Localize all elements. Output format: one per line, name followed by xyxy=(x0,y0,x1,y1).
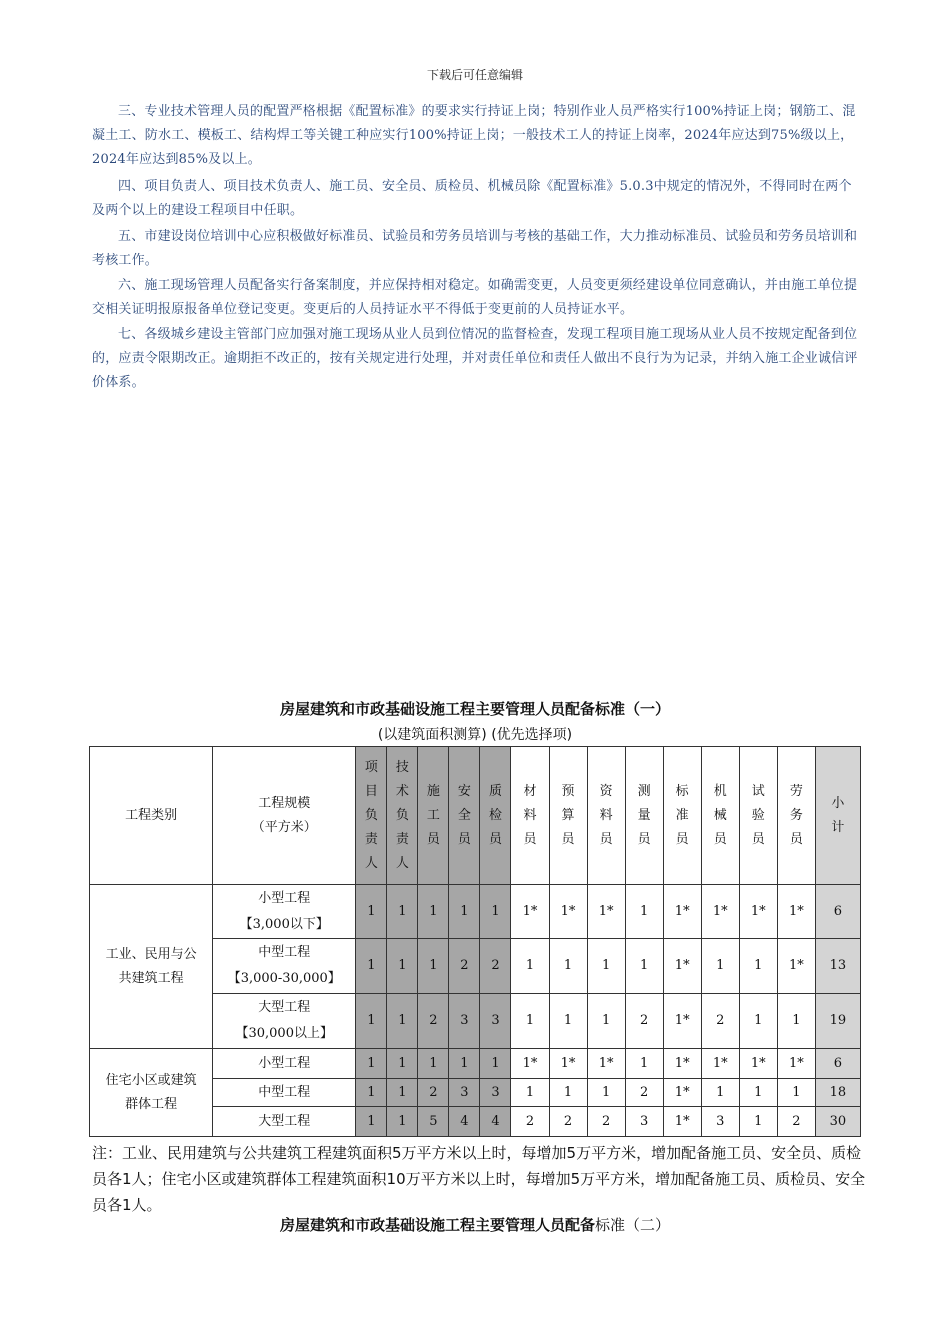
value-cell: 1* xyxy=(777,1049,815,1079)
value-cell: 1 xyxy=(387,939,418,994)
value-cell: 1 xyxy=(356,1049,387,1079)
scale-cell: 中型工程 xyxy=(213,1079,356,1107)
value-cell: 1* xyxy=(549,1049,587,1079)
table-subtitle: (以建筑面积测算) (优先选择项) xyxy=(377,727,573,743)
value-cell: 1 xyxy=(356,994,387,1049)
value-cell: 2 xyxy=(480,939,511,994)
category-cell: 工业、民用与公共建筑工程 xyxy=(90,885,213,1049)
value-cell: 1 xyxy=(356,1107,387,1137)
value-cell: 1 xyxy=(480,1049,511,1079)
value-cell: 1 xyxy=(449,885,480,939)
subtotal-cell: 6 xyxy=(815,885,860,939)
value-cell: 1 xyxy=(777,994,815,1049)
value-cell: 1 xyxy=(356,939,387,994)
paragraph-7: 七、各级城乡建设主管部门应加强对施工现场从业人员到位情况的监督检查，发现工程项目施工现场从业人员不按规定配备到位的，应责令限期改正。逾期拒不改正的，按有关规定进行处理，并对责任单位和责任人做出不良行为为记录，并纳入施工企业诚信评价体系。 xyxy=(92,327,858,390)
value-cell: 1* xyxy=(587,885,625,939)
header-scale: 工程规模 （平方米） xyxy=(213,747,356,885)
subtotal-cell: 19 xyxy=(815,994,860,1049)
scale-cell: 小型工程 【3,000以下】 xyxy=(213,885,356,939)
header-role: 材料员 xyxy=(511,747,549,885)
value-cell: 1 xyxy=(625,885,663,939)
header-role: 安全员 xyxy=(449,747,480,885)
table-title: 房屋建筑和市政基础设施工程主要管理人员配备标准（一） xyxy=(279,700,670,718)
header-role: 施工员 xyxy=(418,747,449,885)
value-cell: 1 xyxy=(356,1079,387,1107)
value-cell: 1 xyxy=(480,885,511,939)
value-cell: 5 xyxy=(418,1107,449,1137)
header-role: 预算员 xyxy=(549,747,587,885)
value-cell: 1* xyxy=(739,1049,777,1079)
value-cell: 2 xyxy=(777,1107,815,1137)
value-cell: 1 xyxy=(739,994,777,1049)
value-cell: 1* xyxy=(511,1049,549,1079)
value-cell: 2 xyxy=(701,994,739,1049)
header-role: 试验员 xyxy=(739,747,777,885)
header-role: 测量员 xyxy=(625,747,663,885)
header-role: 项目负责人 xyxy=(356,747,387,885)
value-cell: 1 xyxy=(449,1049,480,1079)
value-cell: 1 xyxy=(511,994,549,1049)
value-cell: 1* xyxy=(777,939,815,994)
paragraph-4: 四、项目负责人、项目技术负责人、施工员、安全员、质检员、机械员除《配置标准》5.0.3中规定的情况外，不得同时在两个及两个以上的建设工程项目中任职。 xyxy=(92,179,852,218)
value-cell: 1 xyxy=(587,994,625,1049)
value-cell: 3 xyxy=(625,1107,663,1137)
category-cell: 住宅小区或建筑群体工程 xyxy=(90,1049,213,1137)
page-header: 下载后可任意编辑 xyxy=(426,68,523,82)
value-cell: 1* xyxy=(663,1049,701,1079)
header-role: 标准员 xyxy=(663,747,701,885)
subtotal-cell: 13 xyxy=(815,939,860,994)
value-cell: 2 xyxy=(625,1079,663,1107)
value-cell: 1 xyxy=(701,1079,739,1107)
value-cell: 1* xyxy=(701,885,739,939)
value-cell: 1 xyxy=(549,939,587,994)
value-cell: 1 xyxy=(511,939,549,994)
value-cell: 1 xyxy=(387,1049,418,1079)
value-cell: 1 xyxy=(701,939,739,994)
value-cell: 1 xyxy=(739,1107,777,1137)
scale-cell: 大型工程 【30,000以上】 xyxy=(213,994,356,1049)
value-cell: 1* xyxy=(587,1049,625,1079)
value-cell: 1 xyxy=(511,1079,549,1107)
subtotal-cell: 6 xyxy=(815,1049,860,1079)
header-role: 技术负责人 xyxy=(387,747,418,885)
table-row xyxy=(90,1049,861,1079)
value-cell: 1* xyxy=(511,885,549,939)
header-role: 劳务员 xyxy=(777,747,815,885)
scale-cell: 大型工程 xyxy=(213,1107,356,1137)
value-cell: 1 xyxy=(387,994,418,1049)
value-cell: 1 xyxy=(387,1107,418,1137)
value-cell: 1* xyxy=(549,885,587,939)
value-cell: 2 xyxy=(511,1107,549,1137)
value-cell: 1 xyxy=(387,885,418,939)
value-cell: 1 xyxy=(625,1049,663,1079)
value-cell: 1 xyxy=(549,994,587,1049)
value-cell: 3 xyxy=(480,994,511,1049)
value-cell: 1 xyxy=(587,939,625,994)
value-cell: 1 xyxy=(418,885,449,939)
paragraph-3: 三、专业技术管理人员的配置严格根据《配置标准》的要求实行持证上岗；特别作业人员严格实行100%持证上岗；钢筋工、混凝土工、防水工、模板工、结构焊工等关键工种应实行100%持证上岗；一般技术工人的持证上岗率，2024年应达到75%级以上，2024年应达到85%及以上。 xyxy=(92,104,856,167)
value-cell: 1* xyxy=(739,885,777,939)
value-cell: 1 xyxy=(777,1079,815,1107)
subtotal-cell: 18 xyxy=(815,1079,860,1107)
table-header-row xyxy=(90,747,861,885)
value-cell: 1* xyxy=(663,994,701,1049)
value-cell: 1 xyxy=(739,939,777,994)
value-cell: 2 xyxy=(418,994,449,1049)
value-cell: 4 xyxy=(480,1107,511,1137)
paragraph-5: 五、市建设岗位培训中心应积极做好标准员、试验员和劳务员培训与考核的基础工作，大力推动标准员、试验员和劳务员培训和考核工作。 xyxy=(92,229,858,268)
table-row xyxy=(90,885,861,939)
table-note: 注：工业、民用建筑与公共建筑工程建筑面积5万平方米以上时，每增加5万平方米，增加配备施工员、安全员、质检员各1人；住宅小区或建筑群体工程建筑面积10万平方米以上时，每增加5万平方米，增加配备施工员、质检员、安全员各1人。 xyxy=(92,1144,866,1214)
value-cell: 3 xyxy=(480,1079,511,1107)
header-role: 资料员 xyxy=(587,747,625,885)
value-cell: 2 xyxy=(625,994,663,1049)
value-cell: 1 xyxy=(587,1079,625,1107)
value-cell: 1* xyxy=(777,885,815,939)
value-cell: 1* xyxy=(701,1049,739,1079)
subtotal-cell: 30 xyxy=(815,1107,860,1137)
value-cell: 2 xyxy=(418,1079,449,1107)
value-cell: 2 xyxy=(549,1107,587,1137)
scale-cell: 小型工程 xyxy=(213,1049,356,1079)
value-cell: 1 xyxy=(625,939,663,994)
value-cell: 1* xyxy=(663,885,701,939)
header-role: 质检员 xyxy=(480,747,511,885)
value-cell: 1 xyxy=(418,939,449,994)
value-cell: 4 xyxy=(449,1107,480,1137)
value-cell: 1* xyxy=(663,1079,701,1107)
value-cell: 2 xyxy=(449,939,480,994)
value-cell: 3 xyxy=(701,1107,739,1137)
value-cell: 1 xyxy=(739,1079,777,1107)
staffing-standard-table xyxy=(89,746,861,1137)
value-cell: 1 xyxy=(549,1079,587,1107)
value-cell: 3 xyxy=(449,1079,480,1107)
value-cell: 1 xyxy=(387,1079,418,1107)
header-subtotal: 小计 xyxy=(815,747,860,885)
value-cell: 1* xyxy=(663,1107,701,1137)
header-category: 工程类别 xyxy=(90,747,213,885)
value-cell: 1* xyxy=(663,939,701,994)
value-cell: 3 xyxy=(449,994,480,1049)
next-table-title: 房屋建筑和市政基础设施工程主要管理人员配备标准（二） xyxy=(279,1216,671,1234)
value-cell: 1 xyxy=(418,1049,449,1079)
paragraph-6: 六、施工现场管理人员配备实行备案制度，并应保持相对稳定。如确需变更，人员变更须经建设单位同意确认，并由施工单位提交相关证明报原报备单位登记变更。变更后的人员持证水平不得低于变更前的人员持证水平。 xyxy=(92,278,858,317)
value-cell: 1 xyxy=(356,885,387,939)
value-cell: 2 xyxy=(587,1107,625,1137)
scale-cell: 中型工程 【3,000-30,000】 xyxy=(213,939,356,994)
header-role: 机械员 xyxy=(701,747,739,885)
